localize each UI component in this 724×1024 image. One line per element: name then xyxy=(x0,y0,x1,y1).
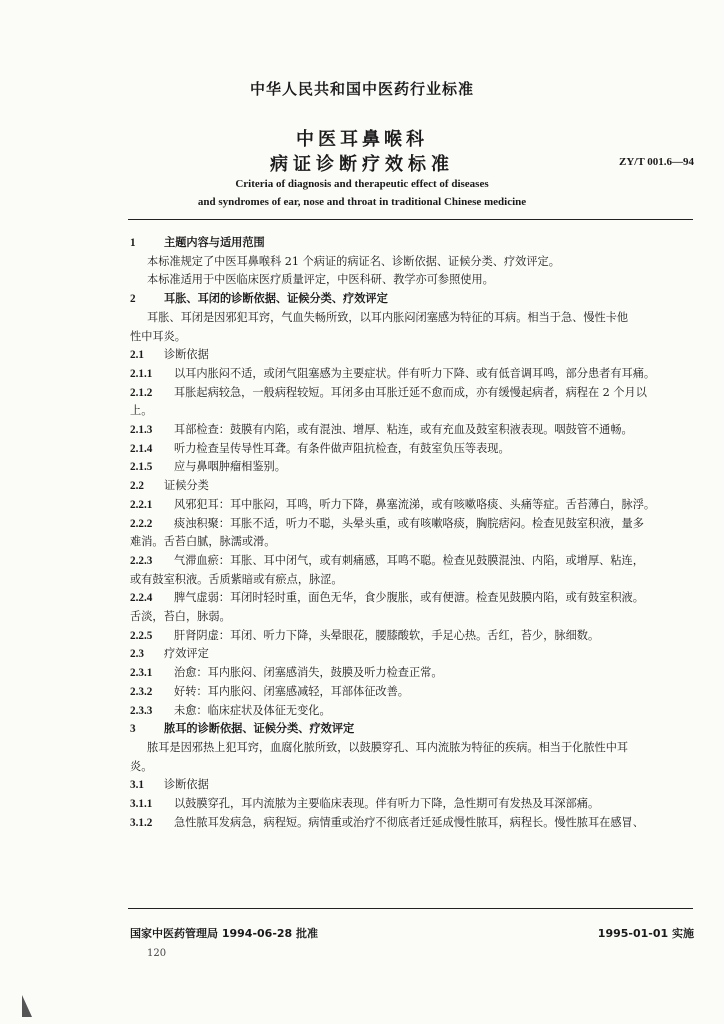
bottom-rule xyxy=(128,908,693,909)
line-text: 风邪犯耳：耳中胀闷，耳鸣，听力下降，鼻塞流涕，或有咳嗽咯痰、头痛等症。舌苔薄白，脉浮。 xyxy=(174,497,656,511)
document-category: 中华人民共和国中医药行业标准 xyxy=(249,80,474,98)
section-number: 2 xyxy=(130,293,136,306)
english-title-line-1: Criteria of diagnosis and therapeutic effect of diseases xyxy=(235,178,489,190)
text-line xyxy=(130,797,599,811)
line-text: 好转：耳内胀闷、闭塞感减轻，耳部体征改善。 xyxy=(174,684,409,698)
text-line xyxy=(130,386,647,400)
section-number: 1 xyxy=(130,237,136,249)
text-line xyxy=(130,591,644,605)
line-text: 急性脓耳发病急，病程短。病情重或治疗不彻底者迁延成慢性脓耳，病程长。慢性脓耳在感冒、 xyxy=(174,815,644,829)
approval-date: 国家中医药管理局 1994-06-28 批准 xyxy=(130,927,319,940)
text-line xyxy=(130,292,388,306)
section-number: 2.2 xyxy=(130,480,144,493)
line-text: 证候分类 xyxy=(164,479,209,493)
section-number: 2.1.2 xyxy=(130,386,153,399)
section-number: 3 xyxy=(130,723,136,736)
section-number: 3.1.1 xyxy=(130,798,153,810)
section-number: 2.3.2 xyxy=(130,685,153,698)
section-number: 2.1.5 xyxy=(130,461,153,474)
text-line xyxy=(147,741,628,755)
line-text: 以鼓膜穿孔，耳内流脓为主要临床表现。伴有听力下降，急性期可有发热及耳深部痛。 xyxy=(174,797,600,810)
section-number: 2.1.1 xyxy=(130,367,153,380)
text-line xyxy=(130,442,510,456)
implementation-date: 1995-01-01 实施 xyxy=(597,927,694,940)
text-line xyxy=(130,367,655,381)
line-text: 应与鼻咽肿瘤相鉴别。 xyxy=(174,460,286,474)
section-number: 2.2.2 xyxy=(130,517,153,530)
text-line xyxy=(130,666,443,680)
page-edge-shadow xyxy=(22,995,32,1017)
line-text: 疗效评定 xyxy=(164,647,209,661)
section-number: 3.1.2 xyxy=(130,816,153,829)
title-line-2: 病证诊断疗效标准 xyxy=(270,154,454,175)
text-line xyxy=(147,255,560,269)
section-number: 2.3 xyxy=(130,648,144,661)
line-text: 炎。 xyxy=(130,759,153,773)
line-text: 性中耳炎。 xyxy=(130,329,186,343)
line-text: 治愈：耳内胀闷、闭塞感消失，鼓膜及听力检查正常。 xyxy=(174,666,443,680)
text-line xyxy=(130,610,231,624)
text-line xyxy=(130,704,331,718)
section-number: 2.2.4 xyxy=(130,592,153,605)
line-text: 诊断依据 xyxy=(164,348,209,362)
section-number: 2.2.3 xyxy=(130,554,153,567)
line-text: 上。 xyxy=(130,404,153,418)
line-text: 耳胀起病较急，一般病程较短。耳闭多由耳胀迁延不愈而成，亦有缓慢起病者，病程在 2 个月以 xyxy=(174,385,647,399)
page-number: 120 xyxy=(147,948,167,959)
text-line xyxy=(130,647,209,661)
text-line xyxy=(130,330,186,344)
text-line xyxy=(130,498,655,512)
line-text: 气滞血瘀：耳胀、耳中闭气，或有刺痛感，耳鸣不聪。检查见鼓膜混浊、内陷，或增厚、粘连， xyxy=(174,553,644,567)
line-text: 耳部检查：鼓膜有内陷，或有混浊、增厚、粘连，或有充血及鼓室积液表现。咽鼓管不通畅。 xyxy=(174,423,633,436)
text-line xyxy=(130,722,354,736)
text-line xyxy=(130,460,286,474)
line-text: 难消。舌苔白腻，脉濡或滑。 xyxy=(130,535,276,549)
top-rule xyxy=(128,219,693,220)
title-line-1: 中医耳鼻喉科 xyxy=(296,129,428,150)
text-line xyxy=(130,535,275,549)
text-line xyxy=(130,517,644,531)
text-line xyxy=(130,554,644,568)
text-line xyxy=(130,685,409,699)
text-line xyxy=(130,816,644,830)
section-heading: 耳胀、耳闭的诊断依据、证候分类、疗效评定 xyxy=(164,292,388,306)
text-line xyxy=(130,348,209,362)
line-text: 肝肾阴虚：耳闭、听力下降，头晕眼花，腰膝酸软，手足心热。舌红，苔少，脉细数。 xyxy=(174,628,600,642)
line-text: 耳胀、耳闭是因邪犯耳窍，气血失畅所致，以耳内胀闷闭塞感为特征的耳病。相当于急、慢性卡他 xyxy=(147,310,629,324)
section-heading: 主题内容与适用范围 xyxy=(164,236,265,249)
line-text: 舌淡，苔白，脉弱。 xyxy=(130,610,231,623)
section-number: 3.1 xyxy=(130,779,144,792)
line-text: 未愈：临床症状及体征无变化。 xyxy=(174,703,331,717)
section-number: 2.1.4 xyxy=(130,442,153,455)
section-number: 2.3.3 xyxy=(130,704,153,717)
standard-code: ZY/T 001.6—94 xyxy=(619,156,694,168)
section-number: 2.2.5 xyxy=(130,629,153,642)
text-line xyxy=(130,479,209,493)
line-text: 本标准规定了中医耳鼻喉科 21 个病证的病证名、诊断依据、证候分类、疗效评定。 xyxy=(147,254,560,268)
text-line xyxy=(130,629,599,643)
text-line xyxy=(130,573,343,587)
line-text: 痰浊积聚：耳胀不适，听力不聪，头晕头重，或有咳嗽咯痰，胸脘痞闷。检查见鼓室积液，量多 xyxy=(174,516,644,530)
section-number: 2.1.3 xyxy=(130,424,153,436)
english-title-line-2: and syndromes of ear, nose and throat in traditional Chinese medicine xyxy=(197,196,527,208)
section-number: 2.3.1 xyxy=(130,667,153,680)
line-text: 脓耳是因邪热上犯耳窍，血腐化脓所致，以鼓膜穿孔、耳内流脓为特征的疾病。相当于化脓性中耳 xyxy=(147,740,629,754)
section-heading: 脓耳的诊断依据、证候分类、疗效评定 xyxy=(164,722,355,736)
section-number: 2.1 xyxy=(130,349,144,362)
text-line xyxy=(130,404,152,418)
text-line xyxy=(130,760,152,774)
line-text: 或有鼓室积液。舌质紫暗或有瘀点，脉涩。 xyxy=(130,572,343,586)
text-line xyxy=(130,423,633,437)
text-line xyxy=(147,311,628,325)
text-line xyxy=(130,236,265,250)
line-text: 以耳内胀闷不适，或闭气阻塞感为主要症状。伴有听力下降、或有低音调耳鸣，部分患者有耳痛。 xyxy=(174,366,656,380)
section-number: 2.2.1 xyxy=(130,498,153,511)
line-text: 听力检查呈传导性耳聋。有条件做声阻抗检查，有鼓室负压等表现。 xyxy=(174,441,510,455)
text-line xyxy=(130,778,209,792)
text-line xyxy=(147,273,494,287)
line-text: 脾气虚弱：耳闭时轻时重，面色无华，食少腹胀，或有便溏。检查见鼓膜内陷，或有鼓室积液。 xyxy=(174,591,644,605)
line-text: 本标准适用于中医临床医疗质量评定，中医科研、教学亦可参照使用。 xyxy=(147,273,494,287)
line-text: 诊断依据 xyxy=(164,778,209,792)
